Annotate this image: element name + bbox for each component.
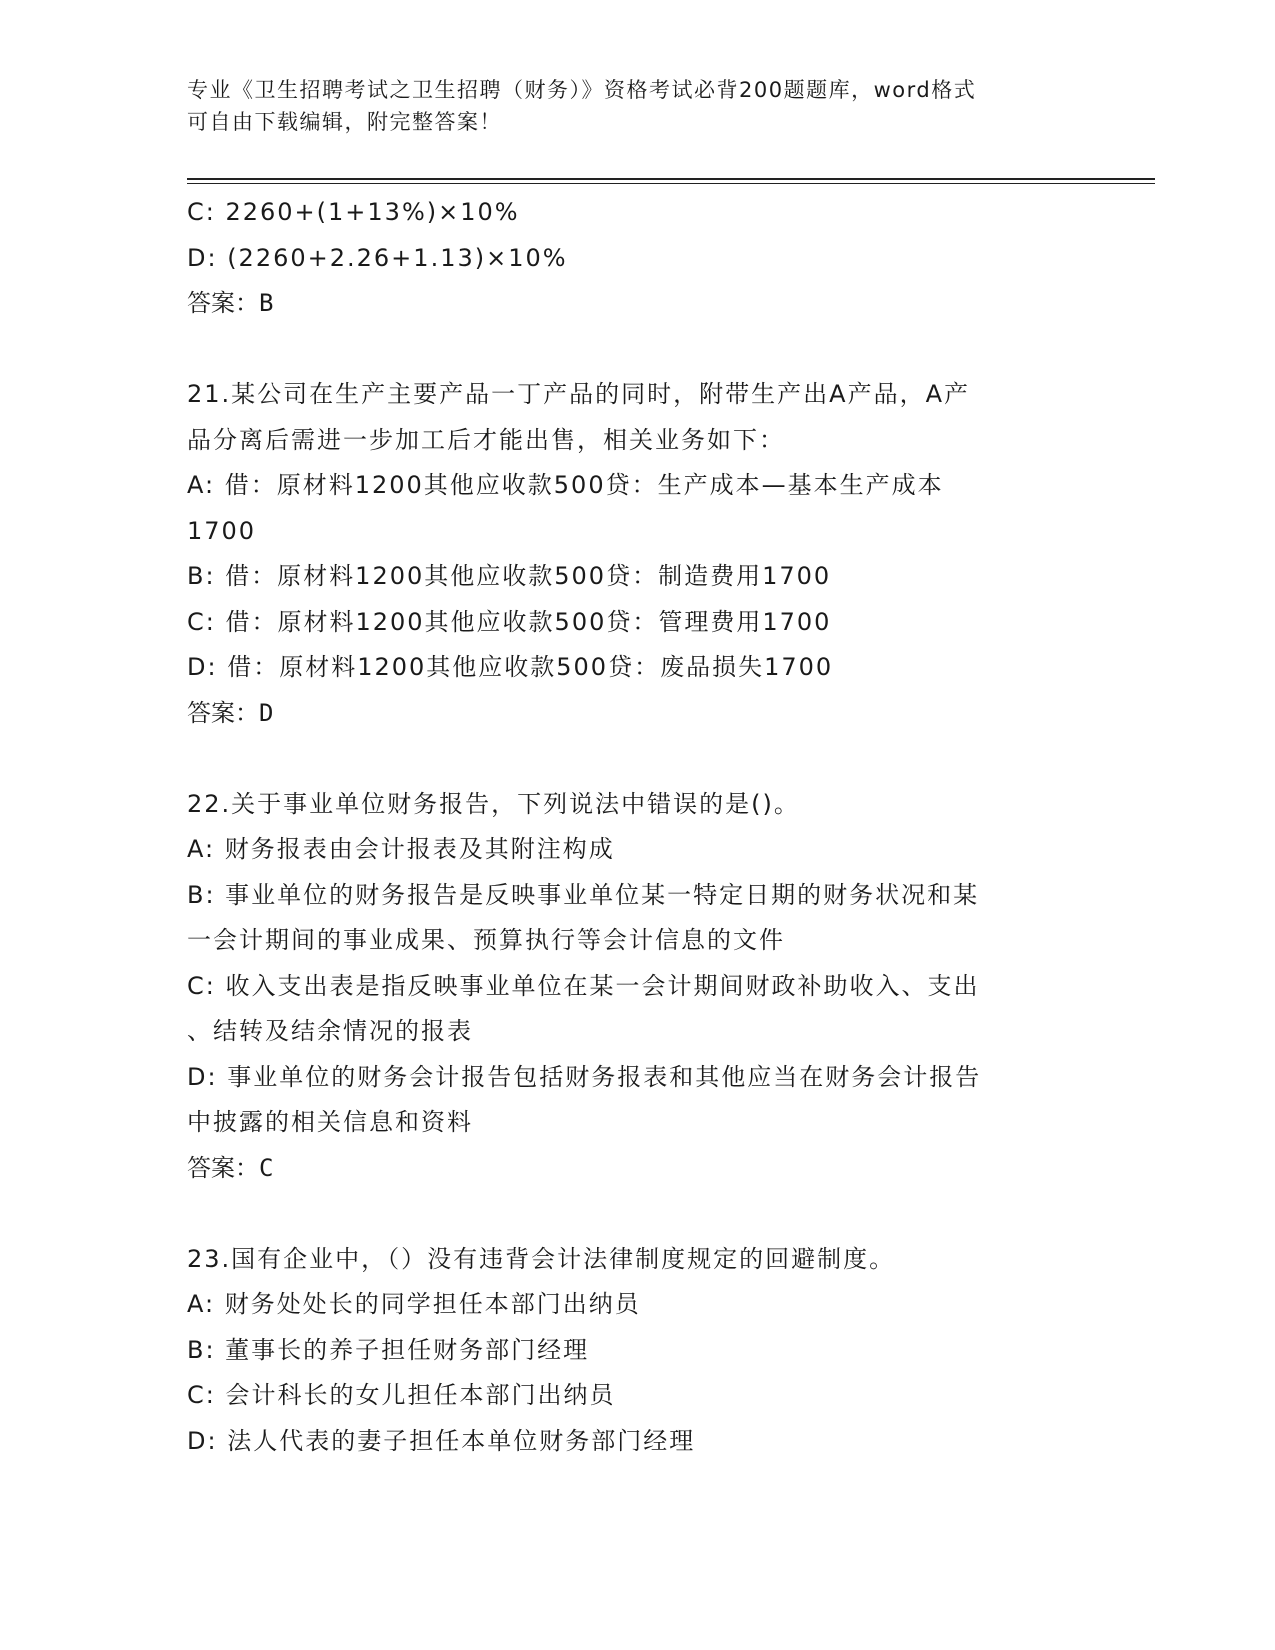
- option-c-continued: 、结转及结余情况的报表: [187, 1017, 473, 1045]
- header-line: 专业《卫生招聘考试之卫生招聘（财务）》资格考试必背200题题库，word格式: [187, 78, 977, 102]
- question-stem: 品分离后需进一步加工后才能出售，相关业务如下：: [187, 425, 785, 454]
- option-d: D: 借：原材料1200其他应收款500贷：废品损失1700: [187, 653, 834, 681]
- header-rule-thick: [187, 178, 1155, 180]
- spacer: [187, 327, 1107, 373]
- option-d-continued: 中披露的相关信息和资料: [187, 1108, 473, 1136]
- option-d: D: (2260+2.26+1.13)×10%: [187, 243, 568, 272]
- question-20-tail: [187, 190, 1107, 327]
- question-22: [187, 782, 1107, 1192]
- spacer: [187, 736, 1107, 782]
- document-header: [187, 74, 1087, 138]
- header-rule-thin: [187, 183, 1155, 184]
- option-c: C: 会计科长的女儿担任本部门出纳员: [187, 1381, 616, 1409]
- answer: 答案：C: [187, 1153, 274, 1182]
- option-b: B: 事业单位的财务报告是反映事业单位某一特定日期的财务状况和某: [187, 880, 980, 909]
- option-c: C: 2260+(1+13%)×10%: [187, 198, 520, 226]
- option-b: B: 董事长的养子担任财务部门经理: [187, 1335, 590, 1364]
- option-a: A: 借：原材料1200其他应收款500贷：生产成本—基本生产成本: [187, 471, 944, 499]
- header-line: 可自由下载编辑，附完整答案！: [187, 110, 502, 134]
- option-b-continued: 一会计期间的事业成果、预算执行等会计信息的文件: [187, 926, 785, 954]
- answer: 答案：B: [187, 289, 274, 317]
- question-stem: 22.关于事业单位财务报告，下列说法中错误的是()。: [187, 789, 800, 818]
- option-c: C: 收入支出表是指反映事业单位在某一会计期间财政补助收入、支出: [187, 971, 980, 1000]
- option-b: B: 借：原材料1200其他应收款500贷：制造费用1700: [187, 562, 832, 590]
- question-23: [187, 1237, 1107, 1465]
- option-a: A: 财务报表由会计报表及其附注构成: [187, 835, 615, 863]
- answer: 答案：D: [187, 698, 274, 727]
- option-a: A: 财务处处长的同学担任本部门出纳员: [187, 1290, 641, 1318]
- spacer: [187, 1191, 1107, 1237]
- option-d: D: 事业单位的财务会计报告包括财务报表和其他应当在财务会计报告: [187, 1062, 982, 1091]
- document-body: [187, 190, 1107, 1464]
- question-stem: 23.国有企业中，（）没有违背会计法律制度规定的回避制度。: [187, 1244, 896, 1273]
- question-stem: 21.某公司在生产主要产品一丁产品的同时，附带生产出A产品，A产: [187, 380, 971, 408]
- question-21: [187, 372, 1107, 736]
- option-a-continued: 1700: [187, 516, 257, 545]
- option-c: C: 借：原材料1200其他应收款500贷：管理费用1700: [187, 607, 832, 636]
- option-d: D: 法人代表的妻子担任本单位财务部门经理: [187, 1426, 696, 1455]
